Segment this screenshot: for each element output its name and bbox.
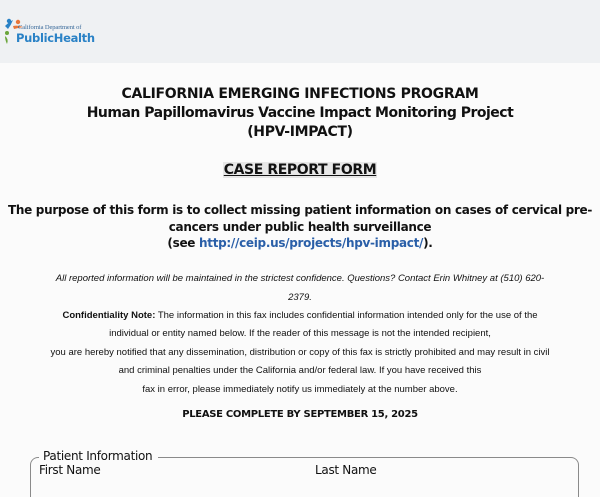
confidentiality-line-2: individual or entity named below. If the reader of this message is not the intended recipient, (109, 328, 491, 340)
confidence-note (0, 269, 600, 307)
project-title: Human Papillomavirus Vaccine Impact Monitoring Project (86, 105, 514, 121)
form-title (0, 162, 600, 178)
confidence-note-line-2: 2379. (288, 292, 312, 303)
purpose-line-2: cancers under public health surveillance (168, 219, 432, 234)
purpose-line-3 (0, 235, 600, 252)
form-title-text: CASE REPORT FORM (223, 162, 377, 178)
confidentiality-label: Confidentiality Note: (62, 310, 156, 321)
confidentiality-line-3: you are hereby notified that any dissemination, distribution or copy of this fax is strictly prohibited and may result in civil (50, 346, 550, 358)
confidentiality-line-1 (0, 307, 600, 325)
hpv-impact-link[interactable]: http://ceip.us/projects/hpv-impact/ (199, 236, 424, 250)
confidentiality-line-4: and criminal penalties under the California and/or federal law. If you have received this (118, 365, 482, 377)
confidentiality-line-5: fax in error, please immediately notify us immediately at the number above. (142, 383, 458, 395)
purpose-suffix: ). (423, 236, 433, 250)
patient-information-legend: Patient Information (39, 449, 158, 463)
confidence-note-line-1: All reported information will be maintained in the strictest confidence. Questions? Contact Erin Whitney at (510) 620- (55, 273, 545, 284)
project-abbreviation: (HPV-IMPACT) (247, 124, 353, 140)
case-report-document (0, 63, 600, 476)
last-name-label: Last Name (315, 463, 377, 477)
patient-information-section (30, 449, 579, 497)
purpose-line-1: The purpose of this form is to collect missing patient information on cases of cervical pre- (7, 203, 593, 217)
confidentiality-text-1: The information in this fax includes confidential information intended only for the use of the (155, 310, 538, 321)
cdph-logo[interactable] (4, 17, 94, 51)
logo-public-health-text: PublicHealth (16, 31, 95, 45)
confidentiality-note (0, 307, 600, 399)
site-header (0, 0, 600, 63)
program-title: CALIFORNIA EMERGING INFECTIONS PROGRAM (121, 86, 479, 102)
logo-department-text: California Department of (18, 24, 82, 31)
purpose-see-prefix: (see (167, 236, 200, 250)
deadline-notice: PLEASE COMPLETE BY SEPTEMBER 15, 2025 (182, 409, 418, 420)
first-name-label: First Name (39, 463, 101, 477)
purpose-statement (0, 202, 600, 252)
